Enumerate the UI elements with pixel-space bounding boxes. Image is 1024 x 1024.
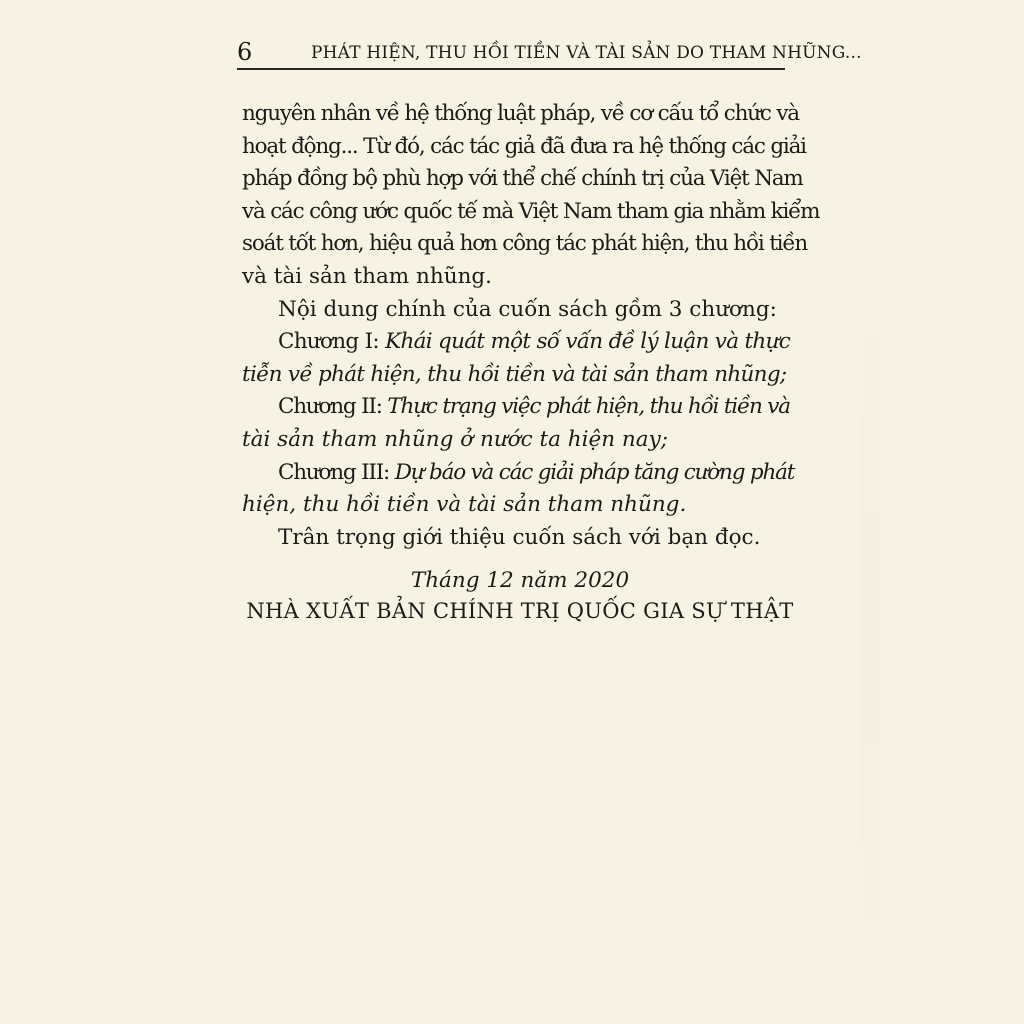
- contents-intro: Nội dung chính của cuốn sách gồm 3 chương:: [278, 296, 777, 322]
- page-number: 6: [237, 38, 253, 66]
- chapter-3-label: Chương III:: [278, 459, 395, 485]
- paragraph-line: và tài sản tham nhũng.: [242, 263, 493, 289]
- page-shading: [860, 280, 880, 980]
- chapter-1-title-cont: tiễn về phát hiện, thu hồi tiền và tài sản tham nhũng;: [242, 361, 787, 387]
- chapter-3-line: [242, 457, 795, 490]
- chapter-2-label: Chương II:: [278, 394, 388, 420]
- chapter-3-continuation: [242, 489, 790, 522]
- chapter-2-title: Thực trạng việc phát hiện, thu hồi tiền và: [387, 394, 790, 420]
- chapter-3-title-cont: hiện, thu hồi tiền và tài sản tham nhũng.: [242, 492, 687, 518]
- paragraph-line: pháp đồng bộ phù hợp với thể chế chính trị của Việt Nam: [242, 166, 803, 192]
- chapter-1-line: [242, 326, 790, 359]
- signature-date: Tháng 12 năm 2020: [410, 568, 630, 593]
- chapter-1-label: Chương I:: [278, 329, 386, 355]
- chapter-2-title-cont: tài sản tham nhũng ở nước ta hiện nay;: [242, 426, 668, 452]
- chapter-1-continuation: [242, 359, 790, 392]
- chapter-1-title: Khái quát một số vấn đề lý luận và thực: [385, 329, 791, 355]
- chapter-2-line: [242, 391, 790, 424]
- running-title: PHÁT HIỆN, THU HỒI TIỀN VÀ TÀI SẢN DO THAM NHŨNG...: [311, 43, 862, 63]
- paragraph-line: soát tốt hơn, hiệu quả hơn công tác phát hiện, thu hồi tiền: [242, 231, 808, 257]
- closing-line: Trân trọng giới thiệu cuốn sách với bạn đọc.: [278, 524, 761, 550]
- signature-publisher: NHÀ XUẤT BẢN CHÍNH TRỊ QUỐC GIA SỰ THẬT: [246, 599, 794, 623]
- chapter-2-continuation: [242, 424, 790, 457]
- paragraph-line: hoạt động... Từ đó, các tác giả đã đưa ra hệ thống các giải: [242, 133, 806, 159]
- paragraph-line: nguyên nhân về hệ thống luật pháp, về cơ cấu tổ chức và: [242, 101, 799, 126]
- paragraph-line: và các công ước quốc tế mà Việt Nam tham gia nhằm kiểm: [242, 198, 820, 224]
- body-text: [242, 98, 820, 554]
- running-header: [237, 38, 862, 70]
- chapter-3-title: Dự báo và các giải pháp tăng cường phát: [394, 459, 795, 485]
